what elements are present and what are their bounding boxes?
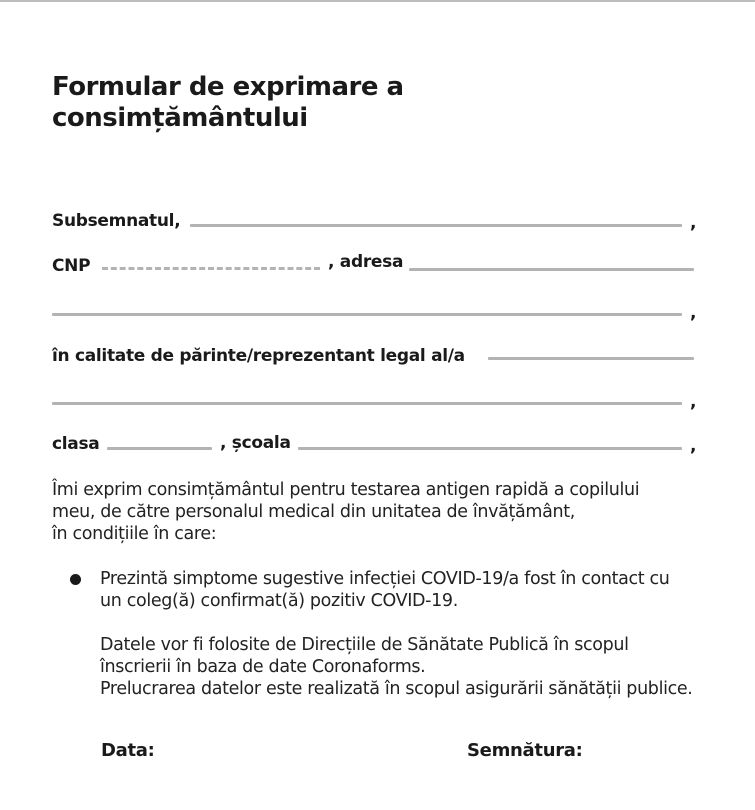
form-title-line-1: Formular de exprimare a bbox=[52, 72, 404, 102]
address-field-line[interactable] bbox=[409, 268, 694, 271]
scoala-label: , școala bbox=[220, 433, 291, 453]
info-line-1: Datele vor fi folosite de Direcțiile de Sănătate Publică în scopul bbox=[100, 635, 629, 655]
form-title bbox=[52, 72, 672, 134]
child-name-continuation-line[interactable] bbox=[52, 402, 682, 405]
data-usage-paragraph bbox=[100, 634, 740, 700]
address-continuation-comma: , bbox=[690, 303, 697, 323]
bullet-text bbox=[100, 568, 740, 612]
consent-line-2: meu, de către personalul medical din unitatea de învățământ, bbox=[52, 502, 575, 522]
consent-line-1: Îmi exprim consimțământul pentru testarea antigen rapidă a copilului bbox=[52, 480, 640, 500]
cnp-field-dashed-line[interactable] bbox=[102, 267, 320, 270]
school-field-comma: , bbox=[690, 436, 697, 456]
signature-label: Semnătura: bbox=[467, 740, 583, 761]
bullet-line-1: Prezintă simptome sugestive infecției COVID-19/a fost în contact cu bbox=[100, 569, 670, 589]
cnp-label: CNP bbox=[52, 256, 91, 276]
calitate-label: în calitate de părinte/reprezentant legal al/a bbox=[52, 346, 465, 366]
info-line-3: Prelucrarea datelor este realizată în scopul asigurării sănătății publice. bbox=[100, 679, 693, 699]
clasa-label: clasa bbox=[52, 434, 100, 454]
form-title-line-2: consimțământului bbox=[52, 103, 308, 133]
consent-line-3: în condițiile în care: bbox=[52, 524, 217, 544]
name-field-comma: , bbox=[690, 213, 697, 233]
bullet-line-2: un coleg(ă) confirmat(ă) pozitiv COVID-19. bbox=[100, 591, 458, 611]
adresa-label: , adresa bbox=[328, 252, 404, 272]
class-field-line[interactable] bbox=[107, 447, 212, 450]
address-continuation-line[interactable] bbox=[52, 313, 682, 316]
child-name-continuation-comma: , bbox=[690, 392, 697, 412]
school-field-line[interactable] bbox=[298, 447, 682, 450]
consent-paragraph bbox=[52, 479, 732, 545]
child-name-field-line[interactable] bbox=[488, 357, 694, 360]
name-field-line[interactable] bbox=[190, 224, 682, 227]
page-top-border bbox=[0, 0, 755, 2]
subsemnatul-label: Subsemnatul, bbox=[52, 211, 181, 231]
date-label: Data: bbox=[101, 740, 155, 761]
bullet-icon bbox=[70, 574, 81, 585]
info-line-2: înscrierii în baza de date Coronaforms. bbox=[100, 657, 426, 677]
